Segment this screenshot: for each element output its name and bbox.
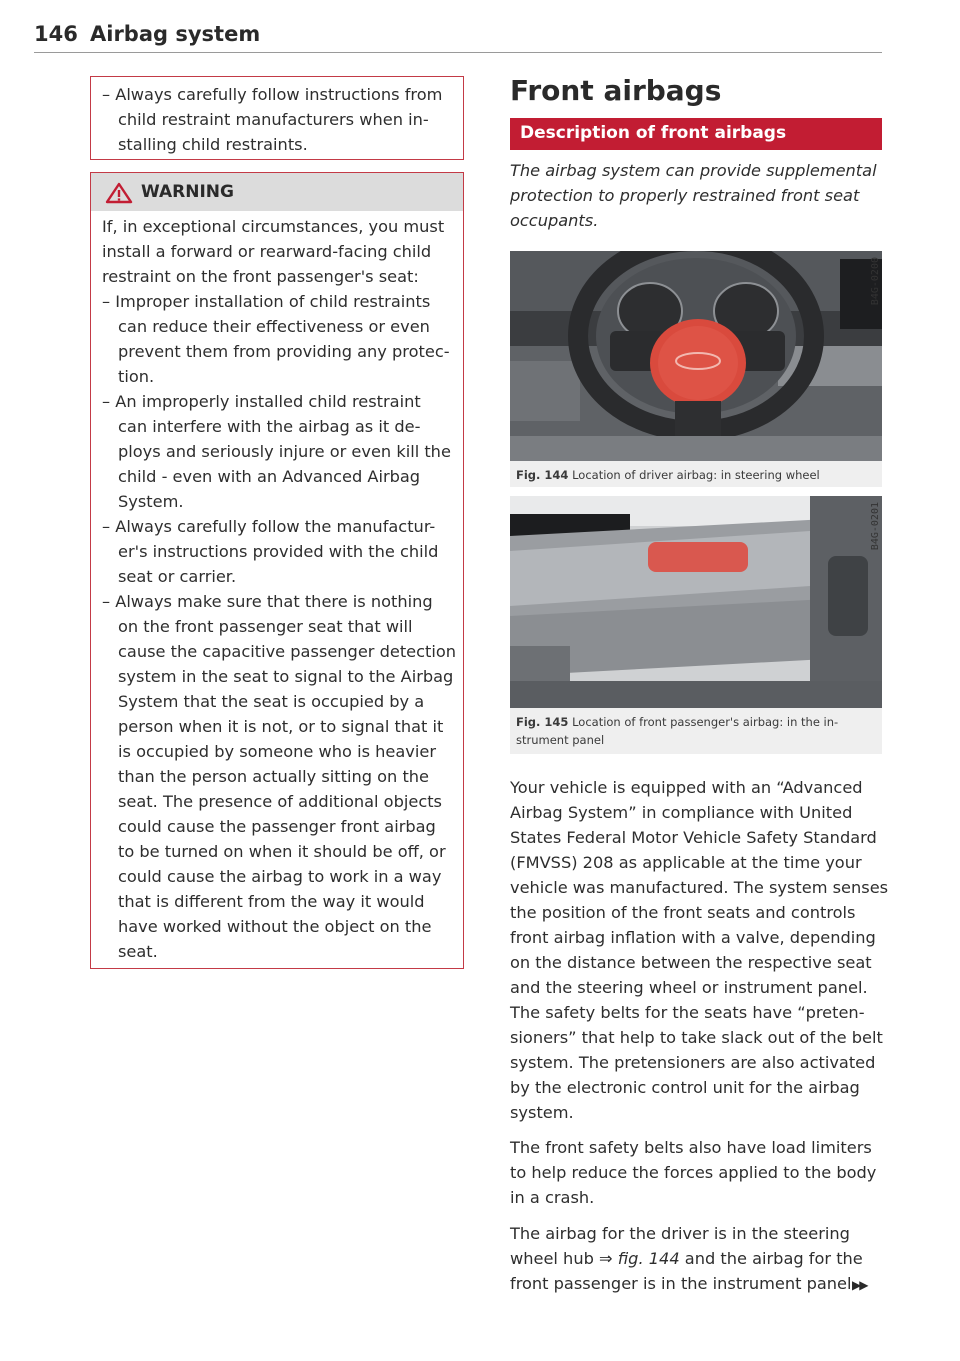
figure-code: B4G-0200 bbox=[870, 257, 881, 306]
body-line: Your vehicle is equipped with an “Advanced bbox=[510, 778, 863, 797]
intro-line: occupants. bbox=[510, 211, 599, 230]
body-line: The safety belts for the seats have “preten- bbox=[510, 1003, 865, 1022]
body-line: system. The pretensioners are also activated bbox=[510, 1053, 876, 1072]
figure-reference-link[interactable]: ⇒ fig. 144 bbox=[599, 1249, 680, 1268]
body-line: The airbag for the driver is in the steering bbox=[510, 1224, 850, 1243]
warning-line: person when it is not, or to signal that it bbox=[118, 717, 444, 736]
warning-line: system in the seat to signal to the Airbag bbox=[118, 667, 454, 686]
steering-wheel-illustration bbox=[510, 251, 882, 461]
warning-line: System that the seat is occupied by a bbox=[118, 692, 425, 711]
passenger-airbag-image bbox=[510, 496, 882, 708]
subheading-bar bbox=[510, 118, 882, 150]
figure-caption-text: Location of driver airbag: in steering wheel bbox=[572, 468, 820, 482]
body-line: front airbag inflation with a valve, depending bbox=[510, 928, 876, 947]
warning-line: – Always carefully follow the manufactur- bbox=[102, 517, 436, 536]
figure-caption bbox=[516, 714, 838, 731]
warning-line: child - even with an Advanced Airbag bbox=[118, 467, 421, 486]
warning-line: install a forward or rearward-facing child bbox=[102, 242, 432, 261]
warning-line: that is different from the way it would bbox=[118, 892, 425, 911]
page-header bbox=[34, 22, 882, 53]
warning-line: is occupied by someone who is heavier bbox=[118, 742, 436, 761]
warning-line: seat. The presence of additional objects bbox=[118, 792, 442, 811]
warning-line: than the person actually sitting on the bbox=[118, 767, 430, 786]
continue-arrow-icon: ▶▶ bbox=[852, 1278, 867, 1292]
figure-caption-continued: strument panel bbox=[516, 733, 605, 747]
page-number: 146 bbox=[34, 22, 78, 46]
warning-line: prevent them from providing any protec- bbox=[118, 342, 450, 361]
warning-line: could cause the airbag to work in a way bbox=[118, 867, 442, 886]
warning-line: seat. bbox=[118, 942, 158, 961]
warning-line: seat or carrier. bbox=[118, 567, 237, 586]
figure-label: Fig. 144 bbox=[516, 468, 569, 482]
body-text: wheel hub bbox=[510, 1249, 599, 1268]
warning-line: on the front passenger seat that will bbox=[118, 617, 413, 636]
intro-line: The airbag system can provide supplemental bbox=[510, 161, 877, 180]
body-line bbox=[510, 1246, 863, 1271]
body-line: the position of the front seats and controls bbox=[510, 903, 856, 922]
warning-line: have worked without the object on the bbox=[118, 917, 432, 936]
warning-line: can interfere with the airbag as it de- bbox=[118, 417, 421, 436]
warning-line: cause the capacitive passenger detection bbox=[118, 642, 457, 661]
warning-title: WARNING bbox=[141, 182, 234, 202]
figure-144 bbox=[510, 251, 882, 487]
body-line: in a crash. bbox=[510, 1188, 595, 1207]
body-line: States Federal Motor Vehicle Safety Standard bbox=[510, 828, 877, 847]
subheading: Description of front airbags bbox=[520, 123, 787, 143]
warning-line: er's instructions provided with the child bbox=[118, 542, 439, 561]
body-line: by the electronic control unit for the airbag bbox=[510, 1078, 860, 1097]
body-text: and the airbag for the bbox=[679, 1249, 863, 1268]
warning-line: – Improper installation of child restraints bbox=[102, 292, 431, 311]
article-title: Front airbags bbox=[510, 74, 722, 107]
warning-line: restraint on the front passenger's seat: bbox=[102, 267, 419, 286]
body-line: and the steering wheel or instrument panel. bbox=[510, 978, 868, 997]
body-line: The front safety belts also have load limiters bbox=[510, 1138, 872, 1157]
intro-line: protection to properly restrained front seat bbox=[510, 186, 860, 205]
warning-line: If, in exceptional circumstances, you must bbox=[102, 217, 445, 236]
note-line: stalling child restraints. bbox=[118, 135, 308, 154]
note-line: child restraint manufacturers when in- bbox=[118, 110, 429, 129]
warning-line: can reduce their effectiveness or even bbox=[118, 317, 430, 336]
figure-caption bbox=[516, 467, 820, 484]
body-line: system. bbox=[510, 1103, 574, 1122]
warning-line: tion. bbox=[118, 367, 155, 386]
figure-caption-text: Location of front passenger's airbag: in the in- bbox=[572, 715, 839, 729]
section-title: Airbag system bbox=[90, 22, 261, 46]
body-line: (FMVSS) 208 as applicable at the time your bbox=[510, 853, 862, 872]
body-line: on the distance between the respective seat bbox=[510, 953, 872, 972]
figure-label: Fig. 145 bbox=[516, 715, 569, 729]
warning-line: ploys and seriously injure or even kill the bbox=[118, 442, 451, 461]
warning-line: System. bbox=[118, 492, 184, 511]
note-line: – Always carefully follow instructions from bbox=[102, 85, 443, 104]
body-line: to help reduce the forces applied to the body bbox=[510, 1163, 877, 1182]
warning-triangle-icon bbox=[105, 182, 133, 204]
warning-header bbox=[91, 173, 463, 211]
instrument-panel-illustration bbox=[510, 496, 882, 708]
warning-line: – Always make sure that there is nothing bbox=[102, 592, 433, 611]
body-line: sioners” that help to take slack out of the belt bbox=[510, 1028, 883, 1047]
driver-airbag-image bbox=[510, 251, 882, 461]
warning-line: – An improperly installed child restraint bbox=[102, 392, 421, 411]
warning-line: could cause the passenger front airbag bbox=[118, 817, 436, 836]
figure-code: B4G-0201 bbox=[870, 502, 881, 551]
body-line: front passenger is in the instrument panel bbox=[510, 1274, 852, 1293]
figure-145 bbox=[510, 496, 882, 754]
body-line: vehicle was manufactured. The system senses bbox=[510, 878, 889, 897]
body-line: Airbag System” in compliance with United bbox=[510, 803, 853, 822]
warning-line: to be turned on when it should be off, or bbox=[118, 842, 446, 861]
